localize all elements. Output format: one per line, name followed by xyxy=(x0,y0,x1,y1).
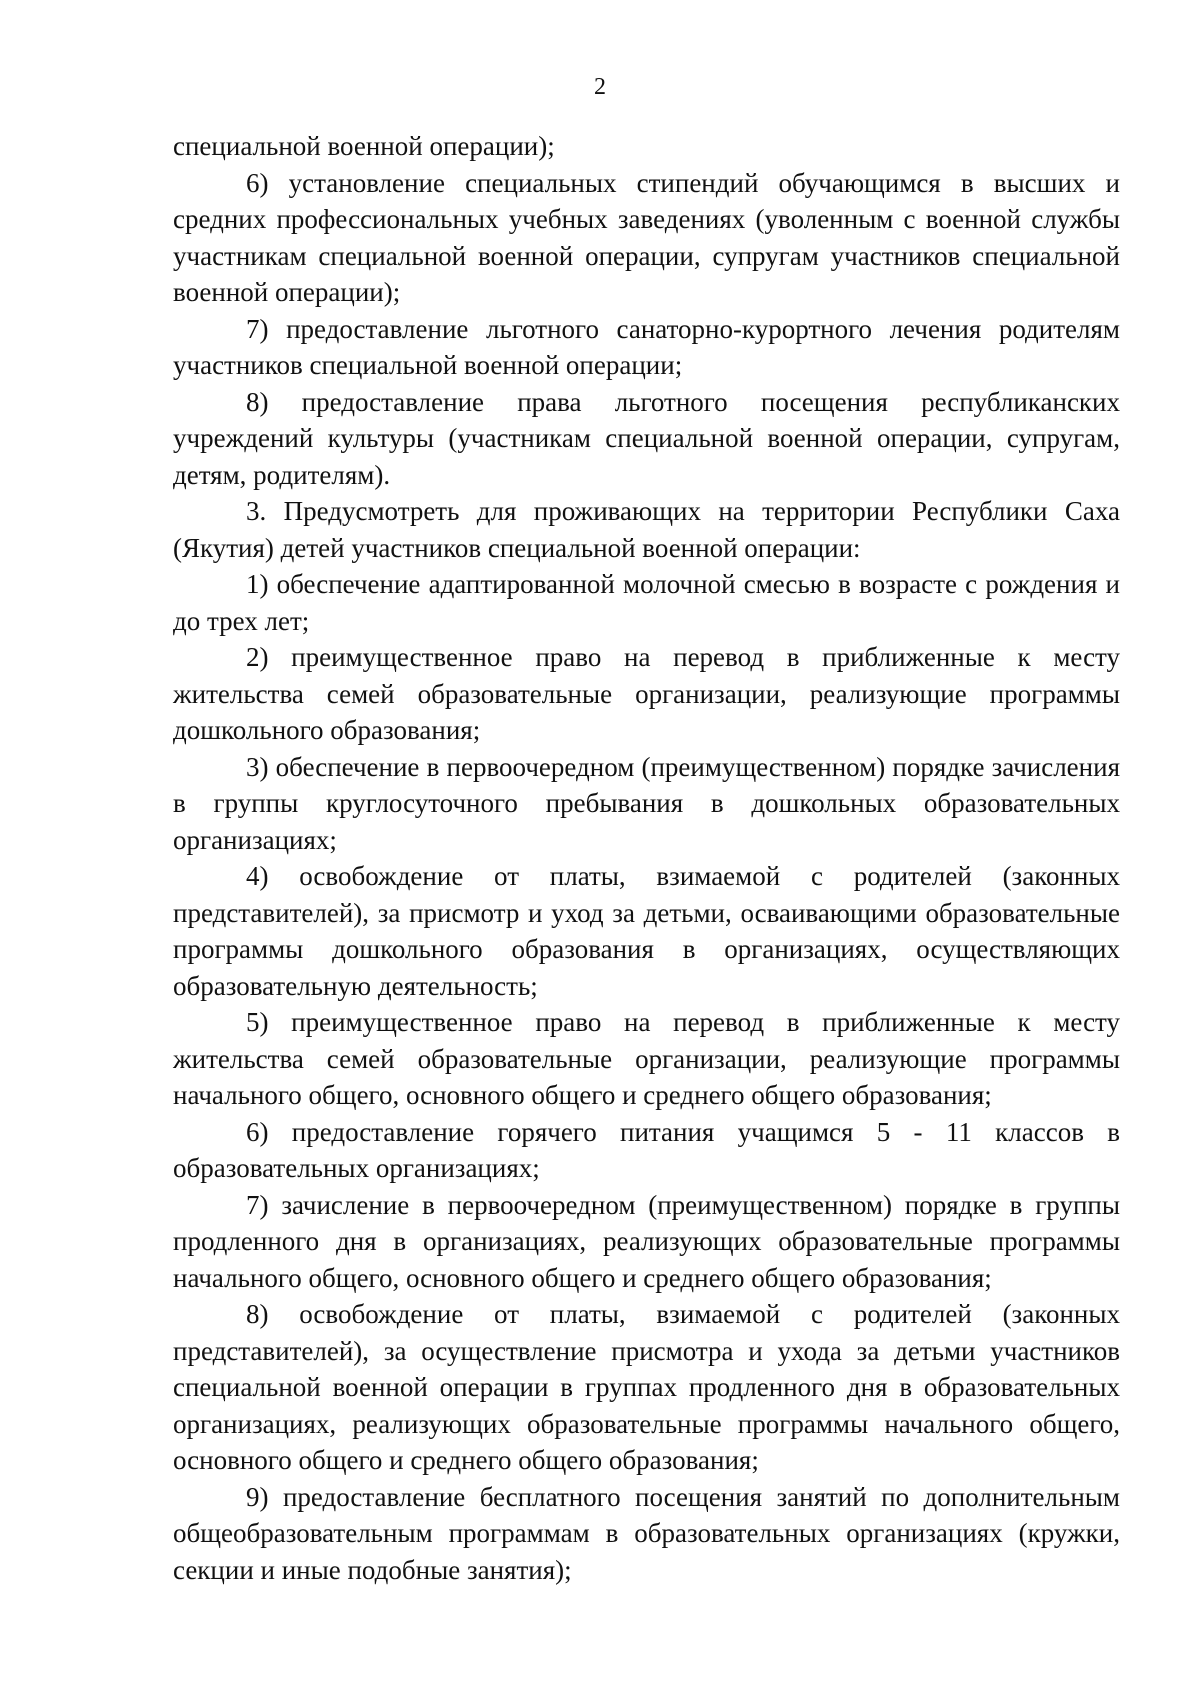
paragraph-item-1-milk-formula: 1) обеспечение адаптированной молочной смесью в возрасте с рождения и до трех лет; xyxy=(173,569,1120,636)
paragraph-item-5-school-transfer: 5) преимущественное право на перевод в приближенные к месту жительства семей образовательные организации, реализующие программы начального общего, основного общего и среднего общего образования; xyxy=(173,1007,1120,1110)
paragraph-item-6-stipends: 6) установление специальных стипендий обучающимся в высших и средних профессиональных учебных заведениях (уволенным с военной службы участникам специальной военной операции, супругам участников специальной военной операции); xyxy=(173,167,1120,307)
paragraph-item-7-sanatorium: 7) предоставление льготного санаторно-курортного лечения родителям участников специальной военной операции; xyxy=(173,313,1120,380)
paragraph-item-8-extended-day-fees: 8) освобождение от платы, взимаемой с родителей (законных представителей), за осуществление присмотра и ухода за детьми участников специальной военной операции в группах продленного дня в образовательных организациях, реализующих образовательные программы начального общего, основного общего и среднего общего образования; xyxy=(173,1299,1120,1475)
page-number: 2 xyxy=(594,74,606,100)
paragraph-continuation: специальной военной операции); xyxy=(173,131,555,161)
paragraph-item-2-preschool-transfer: 2) преимущественное право на перевод в приближенные к месту жительства семей образовательные организации, реализующие программы дошкольного образования; xyxy=(173,642,1120,745)
paragraph-item-4-fee-exemption: 4) освобождение от платы, взимаемой с родителей (законных представителей), за присмотр и уход за детьми, осваивающими образовательные программы дошкольного образования в организациях, осуществляющих образовательную деятельность; xyxy=(173,861,1120,1001)
paragraph-item-3-round-the-clock-groups: 3) обеспечение в первоочередном (преимущественном) порядке зачисления в группы круглосуточного пребывания в дошкольных образовательных организациях; xyxy=(173,751,1120,855)
paragraph-item-7-extended-day: 7) зачисление в первоочередном (преимущественном) порядке в группы продленного дня в организациях, реализующих образовательные программы начального общего, основного общего и среднего общего образования; xyxy=(173,1189,1120,1293)
paragraph-item-8-culture: 8) предоставление права льготного посещения республиканских учреждений культуры (участникам специальной военной операции, супругам, детям, родителям). xyxy=(173,386,1120,490)
paragraph-item-6-hot-meals: 6) предоставление горячего питания учащимся 5 - 11 классов в образовательных организациях; xyxy=(173,1116,1120,1183)
paragraph-section-3: 3. Предусмотреть для проживающих на территории Республики Саха (Якутия) детей участников специальной военной операции: xyxy=(173,496,1120,563)
document-body xyxy=(173,128,1120,1588)
paragraph-item-9-extracurricular: 9) предоставление бесплатного посещения занятий по дополнительным общеобразовательным программам в образовательных организациях (кружки, секции и иные подобные занятия); xyxy=(173,1481,1120,1585)
